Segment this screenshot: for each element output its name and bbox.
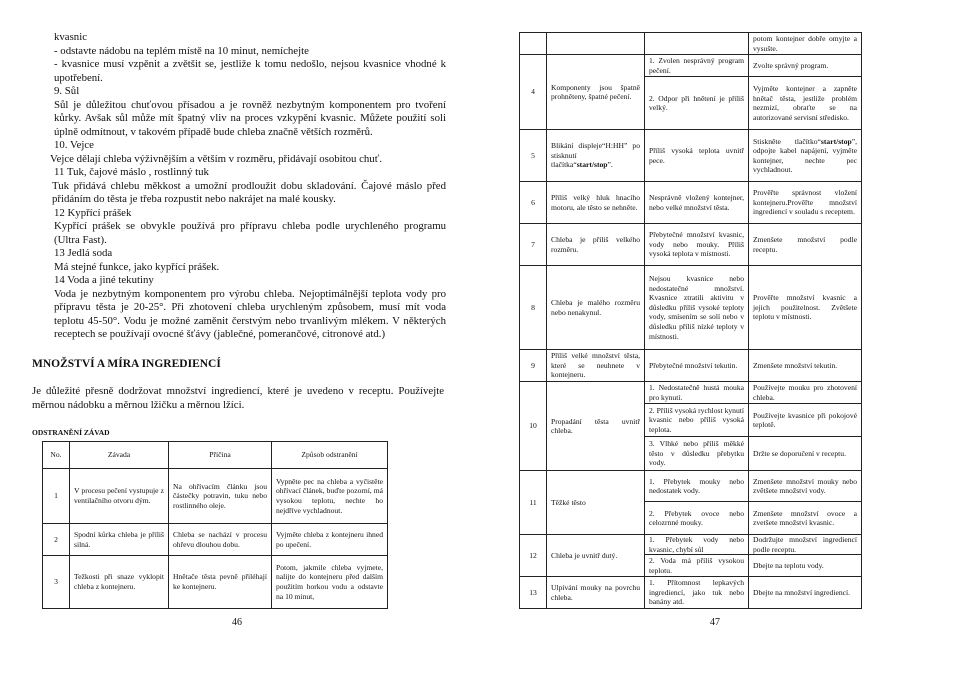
section-title-fat: 11 Tuk, čajové máslo , rostlinný tuk xyxy=(54,166,209,178)
remedy-item: Zvolte správný program. xyxy=(749,55,861,77)
cause-cell: Hnětače těsta pevně přiléhají ke kontejneru. xyxy=(169,556,272,609)
text-paragraph: Voda je nezbytným komponentem pro výrobu chleba. Nejoptimálnější teplota vody pro přípravu těsta je 20-25°. Při zhotovení chleba urychleným způsobem, musí mít voda teplotu 45-50°. Vodu je možné zaměnit čerstvým nebo trvanlivým mlékem. V některých receptech se používají ovocné šťávy (jablečné, pomerančové, citronové atd.) xyxy=(54,287,446,340)
page-number: 46 xyxy=(232,617,242,628)
table-row xyxy=(43,556,388,609)
section-title-eggs: 10. Vejce xyxy=(54,139,94,151)
table-row xyxy=(520,33,862,55)
button-label-start-stop: start/stop xyxy=(576,160,608,170)
remedy-cell: potom kontejner dobře omyjte a vysušte. xyxy=(749,33,862,55)
cause-item: 2. Odpor při hnětení je příliš velký. xyxy=(649,93,744,113)
cause-cell: Na ohřívacím článku jsou částečky potravin, tuku nebo rostlinného oleje. xyxy=(169,469,272,524)
empty-cell xyxy=(520,33,547,55)
fault-cell: Chleba je malého rozměru nebo nenakynul. xyxy=(547,266,645,350)
empty-cell xyxy=(645,33,749,55)
table-row xyxy=(520,382,862,471)
table-row xyxy=(520,577,862,609)
cause-cell xyxy=(645,382,749,471)
remedy-text: ”, odpojte kabel napájení, vyjměte kontejner, nechte pec vychladnout. xyxy=(753,136,857,175)
cause-cell: Přebytečné množství tekutin. xyxy=(645,350,749,382)
cause-item: 2. Voda má příliš vysokou teplotu. xyxy=(649,556,744,575)
table-row xyxy=(520,130,862,182)
remedy-item: Držte se doporučení v receptu. xyxy=(753,448,846,458)
table-header-row xyxy=(43,442,388,469)
cause-item: 3. Vlhké nebo příliš měkké těsto v důsledku přebytku vody. xyxy=(649,439,744,468)
troubleshooting-table xyxy=(42,441,388,609)
remedy-item: Vyjměte kontejner a zapněte hnětač těsta, jestliže problém nezmizí, obraťte se na autorizované servisní středisko. xyxy=(753,84,857,122)
text-paragraph: Sůl je důležitou chuťovou přísadou a je rovněž nezbytným komponentem pro tvoření kůrky. Avšak sůl může mít špatný vliv na proces vzkypění kvasnic. Můžete použití soli úplně odmítnout, v takovém případě bude chleba značně větších rozměrů. xyxy=(54,98,446,138)
cause-cell: Nesprávně vložený kontejner, nebo velké množství těsta. xyxy=(645,182,749,224)
row-number: 1 xyxy=(43,469,70,524)
fault-cell: Komponenty jsou špatně prohněteny, špatné pečení. xyxy=(547,55,645,130)
table-row xyxy=(520,55,862,130)
row-number: 7 xyxy=(520,224,547,266)
section-heading: MNOŽSTVÍ A MÍRA INGREDIENCÍ xyxy=(32,358,221,370)
fault-text: ”. xyxy=(607,160,613,170)
remedy-item: Dbejte na teplotu vody. xyxy=(753,560,824,570)
empty-cell xyxy=(547,33,645,55)
fault-cell: Příliš velké množství těsta, které se neuhnete v kontejneru. xyxy=(547,350,645,382)
cause-item: 2. Příliš vysoká rychlost kynutí kvasnic nebo příliš vysoká teplota. xyxy=(645,404,748,437)
troubleshooting-heading: ODSTRANĚNÍ ZÁVAD xyxy=(32,428,110,437)
fault-cell: Chleba je příliš velkého rozměru. xyxy=(547,224,645,266)
text-line: - odstavte nádobu na teplém místě na 10 minut, nemíchejte xyxy=(54,44,309,57)
text-paragraph: Má stejné funkce, jako kypřící prášek. xyxy=(54,260,220,273)
fault-cell: Příliš velký hluk hnacího motoru, ale těsto se nehněte. xyxy=(547,182,645,224)
fault-cell: V procesu pečení vystupuje z ventilačního otvoru dým. xyxy=(70,469,169,524)
column-header: Příčina xyxy=(169,442,272,469)
cause-cell xyxy=(645,55,749,130)
remedy-cell: Dbejte na množství ingrediencí. xyxy=(749,577,862,609)
row-number: 8 xyxy=(520,266,547,350)
remedy-cell: Zmenšete množství tekutin. xyxy=(749,350,862,382)
text-line: kvasnic xyxy=(54,31,87,43)
row-number: 2 xyxy=(43,524,70,556)
cause-item: 1. Nedostatečně hustá mouka pro kynutí. xyxy=(645,382,748,404)
row-number: 5 xyxy=(520,130,547,182)
cause-cell: Chleba se nachází v procesu ohřevu dlouhou dobu. xyxy=(169,524,272,556)
text-paragraph: Tuk přidává chlebu měkkost a umožní prodloužit dobu skladování. Čajové máslo před přidáním do těsta je třeba rozpustit nebo nakrájet na malé kousky. xyxy=(52,179,446,205)
cause-item: 1. Přebytek vody nebo kvasnic, chybí sůl xyxy=(645,535,748,555)
row-number: 6 xyxy=(520,182,547,224)
column-header: No. xyxy=(43,442,70,469)
row-number: 9 xyxy=(520,350,547,382)
page-number: 47 xyxy=(710,617,720,628)
row-number: 4 xyxy=(520,55,547,130)
remedy-cell xyxy=(749,382,862,471)
remedy-cell xyxy=(749,55,862,130)
cause-cell: Příliš vysoká teplota uvnitř pece. xyxy=(645,130,749,182)
cause-cell: Nejsou kvasnice nebo nedostatečné množství. Kvasnice ztratili aktivitu v důsledku příliš vysoké teploty vody, smísením se solí nebo v důsledku příliš nízké teploty v místnosti. xyxy=(645,266,749,350)
fault-cell: Težkosti při snaze vyklopit chleba z kontejneru. xyxy=(70,556,169,609)
column-header: Způsob odstranění xyxy=(272,442,388,469)
remedy-text: Stiskněte tlačítko“ xyxy=(753,136,821,146)
fault-text: Blikání displeje“H:HH” po stisknutí tlačítka“ xyxy=(551,141,640,170)
section-title-baking-powder: 12 Kypřící prášek xyxy=(54,206,132,219)
fault-cell: Těžké těsto xyxy=(547,471,645,535)
fault-cell: Chleba je uvnitř dutý. xyxy=(547,535,645,577)
body-text xyxy=(50,31,446,342)
remedy-cell: Zmenšete množství podle receptu. xyxy=(749,224,862,266)
table-row xyxy=(520,182,862,224)
row-number: 13 xyxy=(520,577,547,609)
table-row xyxy=(520,224,862,266)
button-label-start-stop: start/stop xyxy=(820,136,852,146)
table-row xyxy=(520,266,862,350)
text-paragraph: Vejce dělají chleba výživnějším a větším v rozměru, přidávají osobitou chuť. xyxy=(50,152,383,165)
fault-cell: Ulpívání mouky na povrchu chleba. xyxy=(547,577,645,609)
remedy-cell: Prověřte správnost vložení kontejneru.Prověřte množství ingrediencí v souladu s receptem. xyxy=(749,182,862,224)
row-number: 12 xyxy=(520,535,547,577)
remedy-cell xyxy=(749,471,862,535)
text-paragraph: Kypřící prášek se obvykle používá pro přípravu chleba podle urychleného programu (Ultra Fast). xyxy=(54,220,446,246)
remedy-item: Zmenšete množství ovoce a zvetšete množství kvasnic. xyxy=(753,508,857,528)
table-row xyxy=(43,524,388,556)
fault-cell: Propadání těsta uvnitř chleba. xyxy=(547,382,645,471)
right-page xyxy=(477,0,954,675)
cause-cell: Přebytečné množství kvasnic, vody nebo mouky. Příliš vysoká teplota v místnosti. xyxy=(645,224,749,266)
remedy-cell xyxy=(749,535,862,577)
remedy-cell: Prověřte množství kvasnic a jejich použitelnost. Zvětšete teplotu v místnosti. xyxy=(749,266,862,350)
cause-item: 1. Zvolen nesprávný program pečení. xyxy=(645,55,748,77)
section-title-water: 14 Voda a jiné tekutiny xyxy=(54,274,154,286)
remedy-item: Dodržujte množství ingrediencí podle receptu. xyxy=(749,535,861,555)
section-title-salt: 9. Sůl xyxy=(54,85,80,97)
intro-paragraph: Je důležité přesně dodržovat množství ingrediencí, které je uvedeno v receptu. Používejte měrnou nádobku a měrnou lžičku a měrnou lžíci. xyxy=(32,385,444,411)
cause-cell xyxy=(645,535,749,577)
cause-cell: 1. Přítomnost lepkavých ingrediencí, jako tuk nebo banány atd. xyxy=(645,577,749,609)
table-row xyxy=(520,350,862,382)
cause-item: 1. Přebytek mouky nebo nedostatek vody. xyxy=(645,471,748,502)
row-number: 11 xyxy=(520,471,547,535)
remedy-item: Zmenšete množství mouky nebo zvětšete množství vody. xyxy=(749,471,861,502)
remedy-cell: Potom, jakmile chleba vyjmete, nalijte do kontejneru před dalším použitím horkou vodu a odstavte na 10 minut, xyxy=(272,556,388,609)
fault-cell: Spodní kůrka chleba je příliš silná. xyxy=(70,524,169,556)
remedy-item: Používejte mouku pro zhotovení chleba. xyxy=(749,382,861,404)
table-row xyxy=(520,471,862,535)
table-row xyxy=(43,469,388,524)
remedy-cell xyxy=(749,130,862,182)
cause-item: 2. Přebytek ovoce nebo celozrnné mouky. xyxy=(649,508,744,528)
text-line: - kvasnice musí vzpěnit a zvětšit se, jestliže k tomu nedošlo, nejsou kvasnice vhodné k upotřebení. xyxy=(54,58,446,84)
remedy-cell: Vyjměte chleba z kontejneru ihned po upečení. xyxy=(272,524,388,556)
remedy-item: Používejte kvasnice při pokojové teplotě. xyxy=(749,404,861,437)
section-title-soda: 13 Jedlá soda xyxy=(54,247,113,259)
remedy-cell: Vypněte pec na chleba a vyčistěte ohřívací článek, buďte pozorní, má vysokou teplotu, nechte ho nejdříve vychladnout. xyxy=(272,469,388,524)
troubleshooting-table-continued xyxy=(519,32,862,609)
column-header: Závada xyxy=(70,442,169,469)
table-row xyxy=(520,535,862,577)
row-number: 10 xyxy=(520,382,547,471)
cause-cell xyxy=(645,471,749,535)
fault-cell xyxy=(547,130,645,182)
row-number: 3 xyxy=(43,556,70,609)
